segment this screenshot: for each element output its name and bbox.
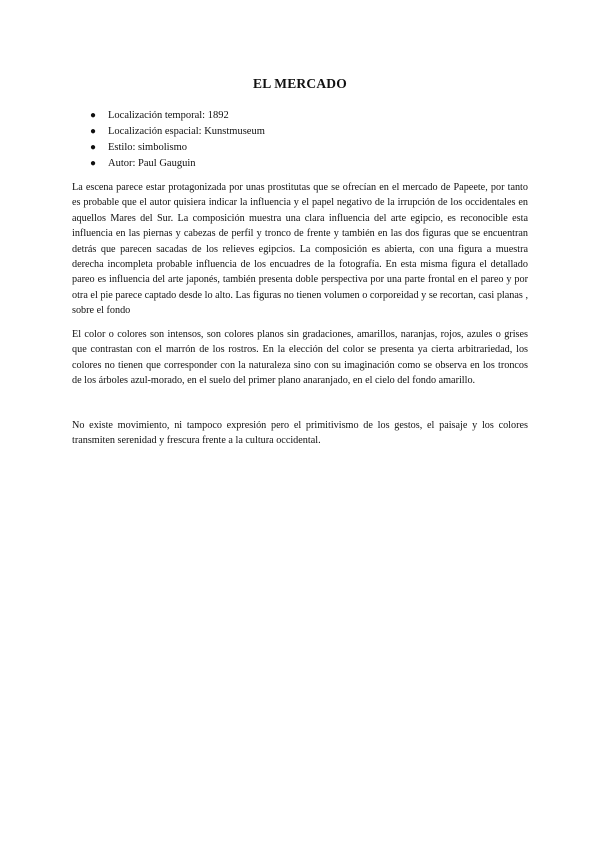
bullet-text: Estilo: simbolismo: [108, 142, 188, 153]
bullet-item-temporal: [90, 108, 265, 124]
document-title: EL MERCADO: [253, 76, 347, 91]
bullet-text: Autor: Paul Gauguin: [108, 158, 196, 169]
info-bullet-list: [90, 108, 265, 172]
paragraph-color: El color o colores son intensos, son colores planos sin gradaciones, amarillos, naranjas, rojos, azules o grises que contrastan con el marrón de los rostros. En la elección del color se presenta ya cierta arbitrariedad, los colores no tienen que corresponder con la naturaleza sino con su imaginación como se observa en los troncos de los árboles azul-morado, en el suelo del primer plano anaranjado, en el cielo del fondo amarillo.: [72, 329, 528, 387]
bullet-icon: ●: [90, 110, 97, 121]
bullet-icon: ●: [90, 142, 97, 153]
bullet-text: Localización temporal: 1892: [108, 110, 229, 121]
paragraph-composition: La escena parece estar protagonizada por unas prostitutas que se ofrecían en el mercado de Papeete, por tanto es probable que el autor quisiera indicar la influencia y el papel negativo de la irrupción de los occidentales en aquellos Mares del Sur. La composición muestra una clara influencia del arte egipcio, es reconocible esta influencia en las piernas y cabezas de perfil y tronco de frente y también en las dos figuras que se encuentran detrás que parecen sacadas de los relieves egipcios. La composición es abierta, con una figura a muestra derecha incompleta probable influencia de los encuadres de la fotografía. En esta misma figura el detallado pareo es influencia del arte japonés, también presenta doble perspectiva por una parte frontal en el pareo y por otra el pie parece captado desde lo alto. Las figuras no tienen volumen o corporeidad y se recortan, casi planas , sobre el fondo: [72, 182, 528, 317]
bullet-icon: ●: [90, 158, 97, 169]
paragraph-movement: No existe movimiento, ni tampoco expresión pero el primitivismo de los gestos, el paisaje y los colores transmiten serenidad y frescura frente a la cultura occidental.: [72, 420, 528, 447]
bullet-item-autor: [90, 156, 265, 172]
bullet-icon: ●: [90, 126, 97, 137]
bullet-text: Localización espacial: Kunstmuseum: [108, 126, 265, 137]
bullet-item-espacial: [90, 124, 265, 140]
bullet-item-estilo: [90, 140, 265, 156]
